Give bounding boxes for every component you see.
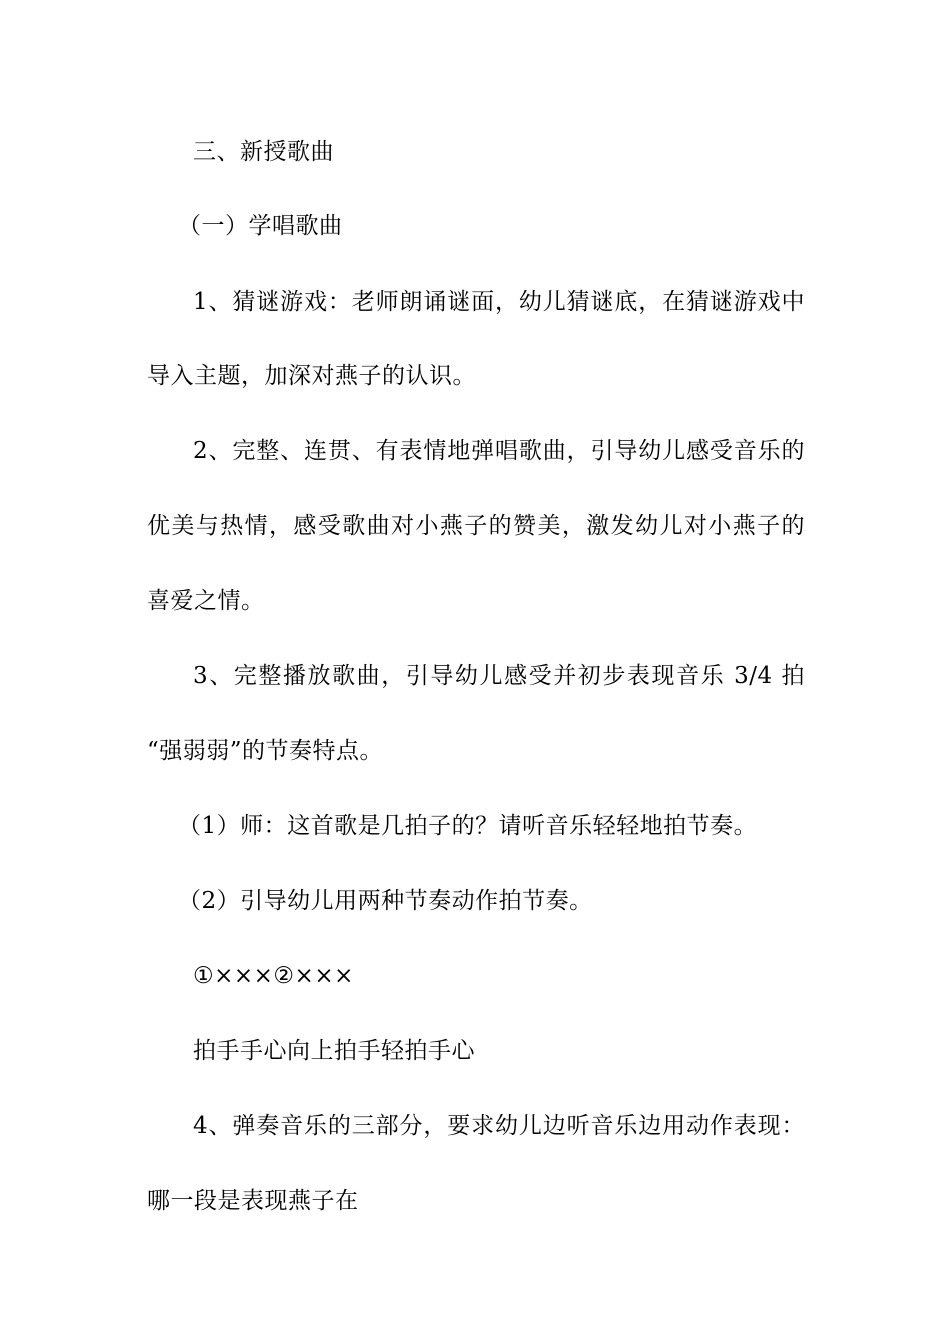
paragraph-line: 1、猜谜游戏：老师朗诵谜面，幼儿猜谜底，在猜谜游戏中 — [193, 289, 805, 315]
paragraph-line: 导入主题，加深对燕子的认识。 — [147, 363, 476, 389]
paragraph-line: 2、完整、连贯、有表情地弹唱歌曲，引导幼儿感受音乐的 — [193, 438, 805, 464]
rhythm-notation: ①×××②××× — [193, 963, 354, 989]
rhythm-description: 拍手手心向上拍手轻拍手心 — [193, 1038, 475, 1064]
sub-item: （1）师：这首歌是几拍子的？请听音乐轻轻地拍节奏。 — [178, 813, 758, 839]
paragraph-line: “强弱弱”的节奏特点。 — [147, 738, 384, 764]
sub-item: （2）引导幼儿用两种节奏动作拍节奏。 — [178, 888, 593, 914]
subsection-heading: （一）学唱歌曲 — [178, 213, 343, 239]
section-heading: 三、新授歌曲 — [193, 139, 334, 165]
paragraph-line: 哪一段是表现燕子在 — [147, 1188, 359, 1214]
paragraph-line: 4、弹奏音乐的三部分，要求幼儿边听音乐边用动作表现： — [193, 1113, 805, 1139]
paragraph-line: 优美与热情，感受歌曲对小燕子的赞美，激发幼儿对小燕子的 — [147, 513, 805, 539]
paragraph-line: 3、完整播放歌曲，引导幼儿感受并初步表现音乐 3/4 拍 — [193, 663, 805, 689]
paragraph-line: 喜爱之情。 — [147, 588, 265, 614]
